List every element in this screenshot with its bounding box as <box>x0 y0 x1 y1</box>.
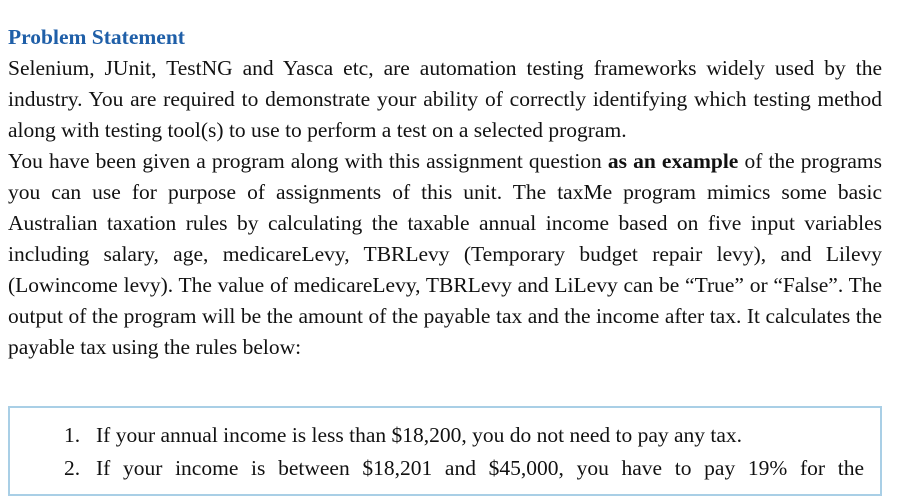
emphasis-text: as an example <box>607 149 739 173</box>
list-item-number: 2. <box>64 456 81 480</box>
paragraph-text: of the programs you can use for purpose of assignments of this unit. The taxMe program mimics some basic Australian taxation rules by calculating the taxable annual income based on five input variables including salary, age, medicareLevy, TBRLevy (Temporary budget repair levy), and Lilevy (Lowincome levy). The value of medicareLevy, TBRLevy and LiLevy can be “True” or “False”. The output of the program will be the amount of the payable tax and the income after tax. It calculates the payable tax using the rules below: <box>8 149 883 359</box>
document-body <box>8 22 882 363</box>
paragraph-program-description <box>8 146 882 363</box>
list-item-text: If your income is between $18,201 and $45,000, you have to pay 19% for the <box>96 456 864 480</box>
list-item <box>64 419 864 452</box>
tax-rules-list <box>64 419 864 485</box>
section-heading: Problem Statement <box>8 25 185 49</box>
list-item <box>64 452 864 485</box>
list-item-text: If your annual income is less than $18,200, you do not need to pay any tax. <box>96 423 743 447</box>
paragraph-frameworks: Selenium, JUnit, TestNG and Yasca etc, are automation testing frameworks widely used by the industry. You are required to demonstrate your ability of correctly identifying which testing method along with testing tool(s) to use to perform a test on a selected program. <box>8 56 882 142</box>
paragraph-text: You have been given a program along with this assignment question <box>8 149 608 173</box>
list-item-number: 1. <box>64 423 81 447</box>
